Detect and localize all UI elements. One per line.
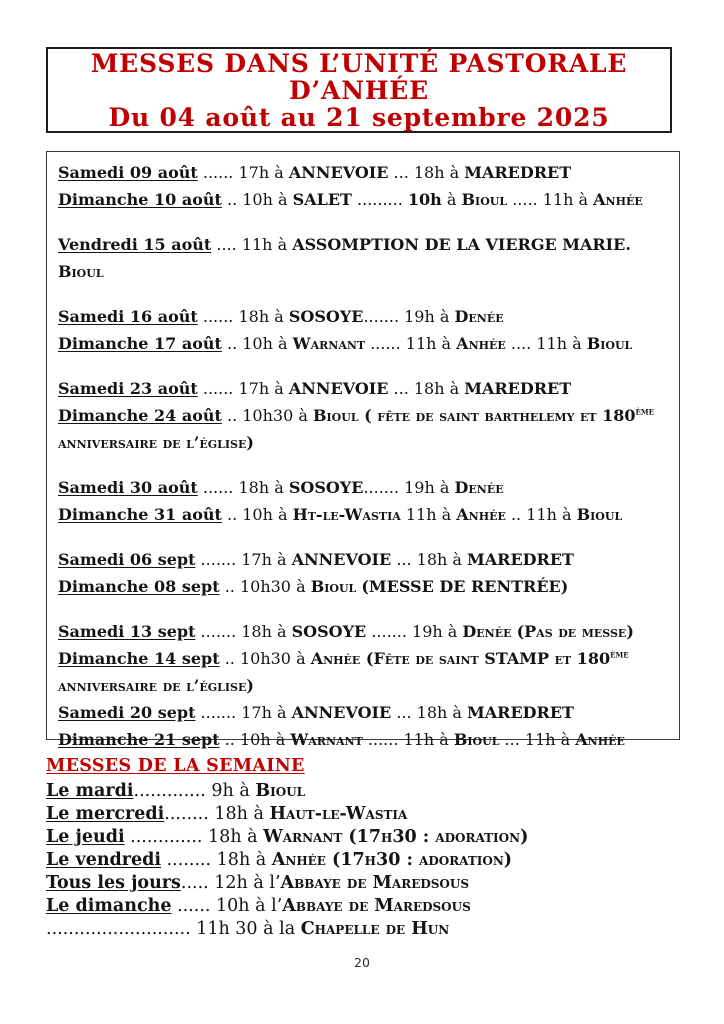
text-segment: Anhée (17h30 : adoration) (271, 850, 513, 870)
text-segment: Anhée (456, 505, 506, 524)
schedule-group (58, 159, 668, 213)
text-segment: ANNEVOIE (291, 550, 392, 569)
schedule-entry (58, 375, 668, 402)
text-segment: .. 10h à (221, 334, 293, 353)
text-segment: Samedi 09 août (58, 163, 198, 182)
schedule-entry (58, 645, 668, 699)
text-segment: ....... 19h à (363, 307, 455, 326)
text-segment: Le mercredi (46, 804, 165, 824)
text-segment: .. 10h30 à (219, 577, 311, 596)
text-segment: ... 18h à (388, 163, 465, 182)
text-segment: ....... 17h à (195, 703, 292, 722)
schedule-entry (58, 330, 668, 357)
text-segment: ........ 18h à (161, 850, 272, 870)
text-segment: SOSOYE (291, 622, 367, 641)
text-segment: SOSOYE (288, 307, 364, 326)
page-title-line: MESSES DANS L’UNITÉ PASTORALE (90, 48, 628, 78)
text-segment: ANNEVOIE (288, 163, 389, 182)
schedule-group (58, 231, 668, 285)
text-segment: MAREDRET (464, 379, 572, 398)
text-segment: ....... 19h à (366, 622, 463, 641)
weekly-entry (46, 826, 676, 849)
text-segment: Le vendredi (46, 850, 162, 870)
text-segment: ...... 10h à l’ (171, 896, 283, 916)
text-segment: ... 18h à (388, 379, 465, 398)
text-segment: Dimanche 14 sept (58, 649, 220, 668)
page-subtitle-date-range: Du 04 août au 21 septembre 2025 (108, 102, 610, 132)
text-segment: .......................... 11h 30 à la (46, 919, 301, 939)
text-segment: Bioul (461, 190, 508, 209)
text-segment: Dimanche 21 sept (58, 730, 220, 749)
weekly-entry (46, 803, 676, 826)
text-segment: ANNEVOIE (288, 379, 389, 398)
text-segment: ............. 9h à (133, 781, 256, 801)
text-segment: Denée (454, 307, 504, 326)
schedule-group (58, 303, 668, 357)
text-segment: ème (635, 406, 654, 418)
text-segment: Samedi 23 août (58, 379, 198, 398)
text-segment: Chapelle de Hun (300, 919, 450, 939)
text-segment: anniversaire de l’église) (58, 433, 254, 452)
text-segment: Bioul (576, 505, 623, 524)
text-segment: Ht-le-Wastia (292, 505, 401, 524)
weekly-entry (46, 918, 676, 941)
text-segment: .... 11h à (211, 235, 293, 254)
text-segment: Le jeudi (46, 827, 125, 847)
text-segment: Samedi 30 août (58, 478, 198, 497)
mass-schedule-panel (46, 151, 680, 749)
text-segment: Anhée (Fête de saint (310, 649, 485, 668)
text-segment: ...... 17h à (197, 163, 289, 182)
text-segment: ............. 18h à (124, 827, 264, 847)
schedule-entry (58, 573, 668, 600)
text-segment: Bioul (586, 334, 633, 353)
schedule-entry (58, 726, 668, 753)
text-segment: ...... 11h à (362, 730, 454, 749)
weekly-entry (46, 895, 676, 918)
text-segment: MAREDRET (467, 550, 574, 569)
text-segment: ..... 11h à (507, 190, 594, 209)
text-segment: Le mardi (46, 781, 134, 801)
text-segment: Anhée (456, 334, 506, 353)
text-segment: Denée (462, 622, 512, 641)
text-segment: Vendredi 15 août (58, 235, 212, 254)
text-segment: Bioul (255, 781, 306, 801)
text-segment: .. 10h30 à (221, 406, 313, 425)
text-segment: ....... 18h à (195, 622, 292, 641)
text-segment: ......... (351, 190, 408, 209)
text-segment: ANNEVOIE (291, 703, 392, 722)
text-segment: ème (610, 649, 629, 661)
text-segment: ASSOMPTION DE LA VIERGE MARIE. (292, 235, 631, 254)
text-segment: Dimanche 08 sept (58, 577, 220, 596)
text-segment: ........ 18h à (164, 804, 270, 824)
header-box (46, 47, 672, 133)
text-segment: STAMP (484, 649, 550, 668)
text-segment: Bioul ( fête de saint barthelemy et 180 (312, 406, 636, 425)
text-segment: Dimanche 31 août (58, 505, 222, 524)
text-segment: et 180 (549, 649, 611, 668)
page-number: 20 (354, 955, 370, 970)
schedule-entry (58, 186, 668, 213)
text-segment: Denée (454, 478, 504, 497)
text-segment: ....... 19h à (363, 478, 455, 497)
text-segment: .. 10h à (221, 190, 293, 209)
text-segment: Warnant (17h30 : adoration) (263, 827, 529, 847)
text-segment: Dimanche 24 août (58, 406, 222, 425)
text-segment: .. 10h30 à (219, 649, 311, 668)
schedule-group (58, 474, 668, 528)
text-segment: Abbaye de Maredsous (282, 896, 471, 916)
text-segment: SALET (292, 190, 352, 209)
text-segment: ... 11h à (499, 730, 576, 749)
text-segment: Tous les jours (46, 873, 181, 893)
text-segment: SOSOYE (288, 478, 364, 497)
text-segment: Haut-le-Wastia (269, 804, 408, 824)
text-segment: Dimanche 10 août (58, 190, 222, 209)
text-segment: ...... 17h à (197, 379, 289, 398)
schedule-group (58, 375, 668, 456)
text-segment: Bioul (310, 577, 357, 596)
text-segment: .. 10h à (221, 505, 293, 524)
text-segment: ... 18h à (391, 703, 468, 722)
text-segment: .. 11h à (505, 505, 577, 524)
page-title-line: D’ANHÉE (289, 75, 429, 105)
text-segment: Samedi 16 août (58, 307, 198, 326)
text-segment: ..... 12h à l’ (180, 873, 281, 893)
text-segment: Samedi 13 sept (58, 622, 196, 641)
text-segment: Anhée (575, 730, 625, 749)
text-segment: à (441, 190, 462, 209)
schedule-entry (58, 474, 668, 501)
weekly-masses-heading: MESSES DE LA SEMAINE (46, 756, 305, 776)
schedule-entry (58, 501, 668, 528)
text-segment: Warnant (290, 730, 363, 749)
text-segment: Le dimanche (46, 896, 172, 916)
text-segment: 10h (407, 190, 442, 209)
schedule-entry (58, 303, 668, 330)
schedule-entry (58, 546, 668, 573)
text-segment: (MESSE DE RENTRÉE) (361, 577, 569, 596)
text-segment: Samedi 20 sept (58, 703, 196, 722)
text-segment: Bioul (453, 730, 500, 749)
weekly-entry (46, 780, 676, 803)
text-segment: ... 18h à (391, 550, 468, 569)
schedule-entry (58, 402, 668, 456)
text-segment: anniversaire de l’église) (58, 676, 254, 695)
text-segment: MAREDRET (467, 703, 574, 722)
weekly-entry (46, 849, 676, 872)
text-segment: 11h à (400, 505, 457, 524)
schedule-entry (58, 699, 668, 726)
text-segment: Abbaye de Maredsous (280, 873, 470, 893)
text-segment: .... 11h à (505, 334, 587, 353)
weekly-entry (46, 872, 676, 895)
text-segment: ...... 18h à (197, 478, 289, 497)
schedule-entry (58, 618, 668, 645)
schedule-group (58, 618, 668, 753)
schedule-group (58, 546, 668, 600)
text-segment: .. 10h à (219, 730, 291, 749)
text-segment: (Pas de messe) (516, 622, 634, 641)
text-segment: ...... 18h à (197, 307, 289, 326)
schedule-entry (58, 159, 668, 186)
text-segment: ....... 17h à (195, 550, 292, 569)
text-segment: Bioul (58, 262, 104, 281)
text-segment: Dimanche 17 août (58, 334, 222, 353)
text-segment: Samedi 06 sept (58, 550, 196, 569)
weekly-masses-list (46, 780, 676, 941)
text-segment: Anhée (593, 190, 643, 209)
text-segment: ...... 11h à (365, 334, 457, 353)
text-segment: MAREDRET (464, 163, 572, 182)
schedule-entry (58, 231, 668, 285)
text-segment: Warnant (292, 334, 366, 353)
